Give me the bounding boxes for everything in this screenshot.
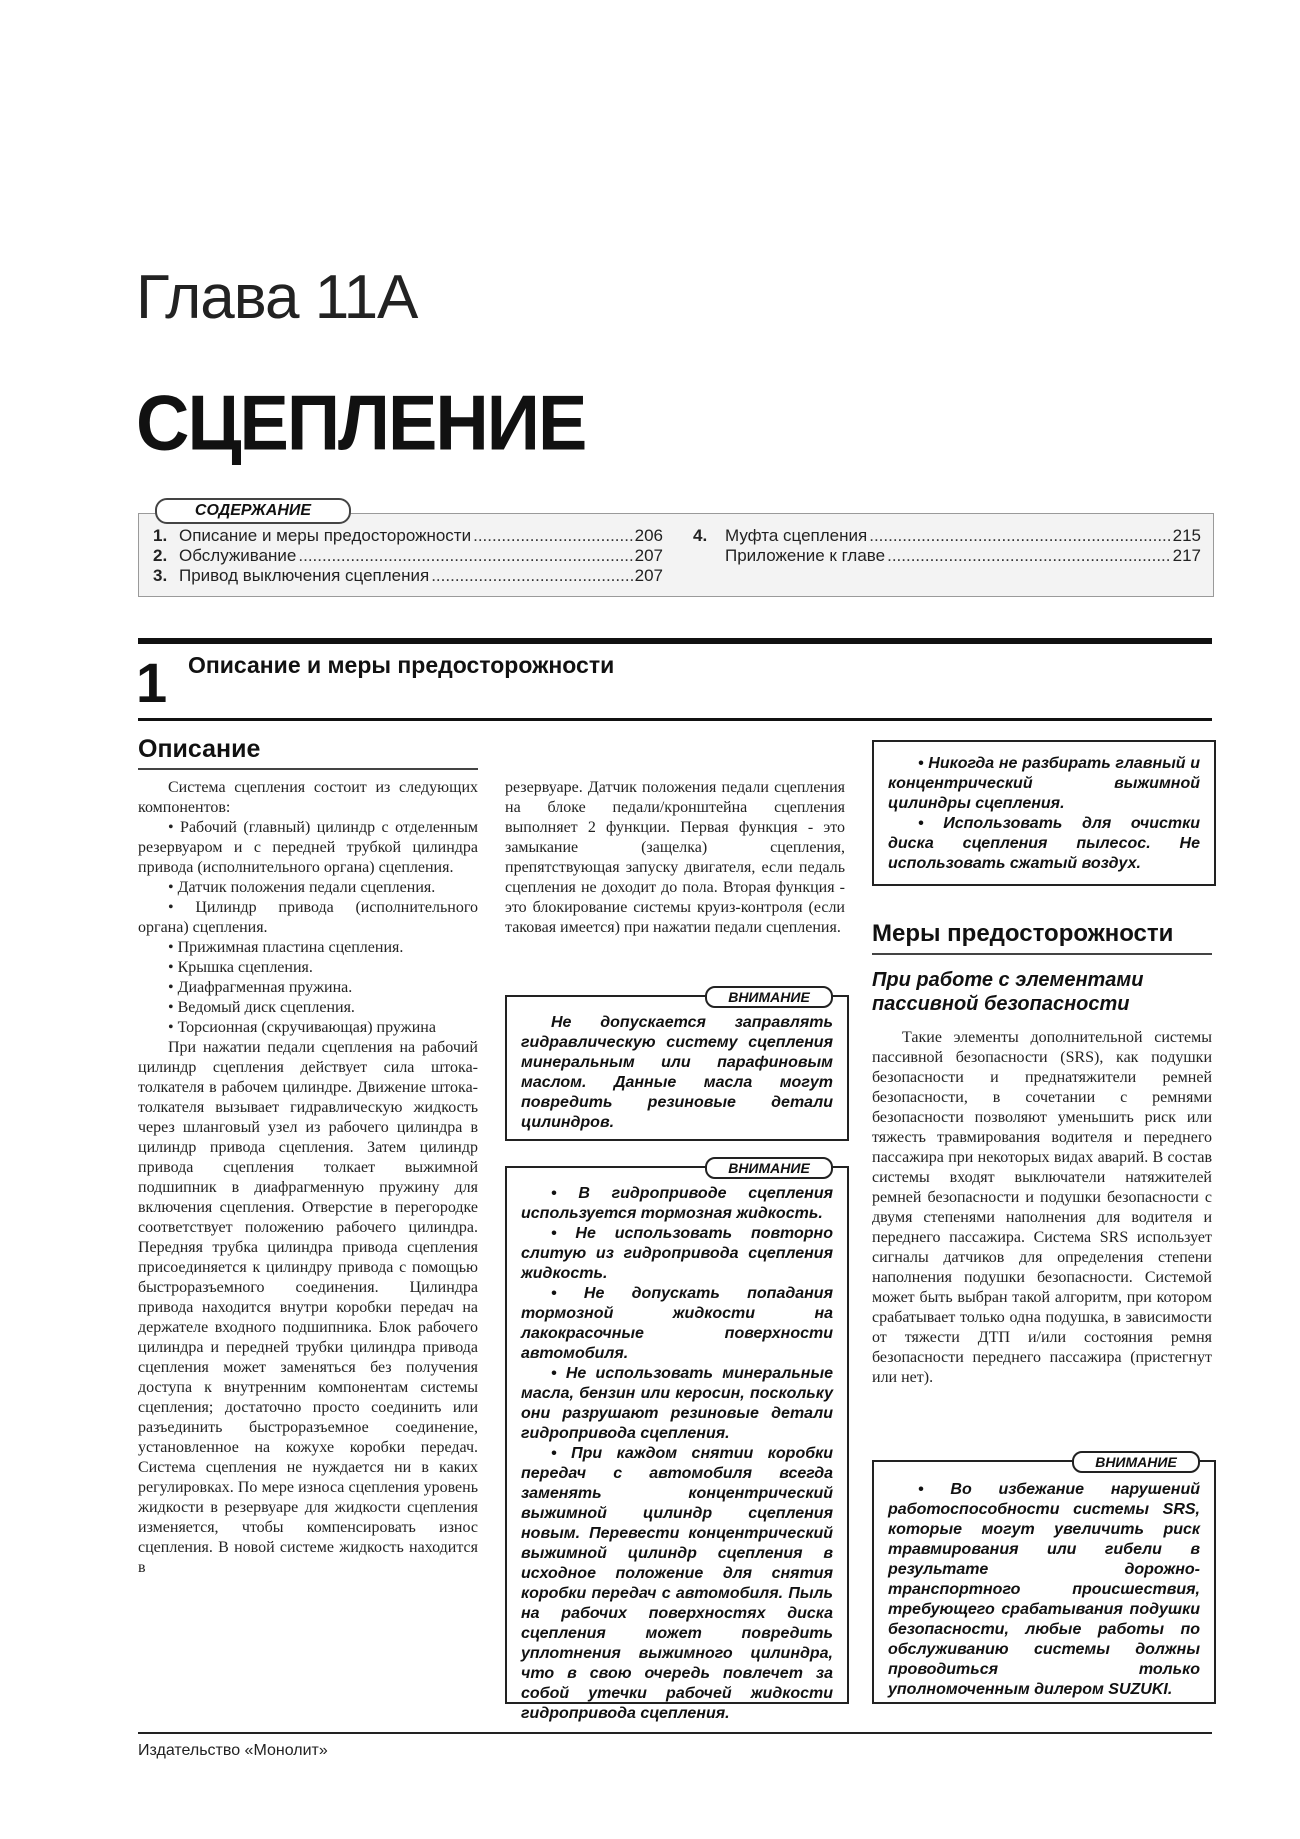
warning-box xyxy=(505,1166,849,1722)
heading-underline xyxy=(872,953,1212,955)
list-item: • Рабочий (главный) цилиндр с отделенным резервуаром и с передней трубкой цилиндра привода (исполнительного органа) сцепления. xyxy=(138,818,478,878)
warning-item: • Не использовать минеральные масла, бензин или керосин, поскольку они разрушают резиновые детали гидропривода сцепления. xyxy=(521,1364,833,1444)
toc-tab: СОДЕРЖАНИЕ xyxy=(155,498,351,524)
table-of-contents xyxy=(138,513,1214,597)
note-box xyxy=(872,740,1216,886)
toc-item[interactable]: 4. Муфта сцепления ..... 215 xyxy=(693,526,1201,546)
warning-item: • В гидроприводе сцепления используется тормозная жидкость. xyxy=(521,1184,833,1224)
description-intro: Система сцепления состоит из следующих компонентов: xyxy=(138,779,478,816)
warning-text: Не допускается заправлять гидравлическую систему сцепления минеральным или парафиновым маслом. Данные масла могут повредить резиновые детали цилиндров. xyxy=(521,1014,833,1131)
list-item: • Ведомый диск сцепления. xyxy=(138,998,478,1018)
note-item: • Никогда не разбирать главный и концентрический выжимной цилиндры сцепления. xyxy=(888,754,1200,814)
list-item: • Цилиндр привода (исполнительного органа) сцепления. xyxy=(138,898,478,938)
precautions-paragraph: Такие элементы дополнительной системы пассивной безопасности (SRS), как подушки безопасности и преднатяжители ремней безопасности, в сочетании с ремнями безопасности позволяют уменьшить риск или тяжесть травмирования водителя и переднего пассажира при некоторых видах аварий. В состав системы входят выключатели натяжителей ремней безопасности и подушки безопасности с двумя степенями наполнения для водителя и переднего пассажира. Система SRS использует сигналы датчиков для определения степени наполнения подушки безопасности. Системой может быть выбран такой алгоритм, при котором срабатывает только одна подушка, в зависимости от тяжести ДТП и/или состояния ремня безопасности переднего пассажира (пристегнут или нет). xyxy=(872,1029,1212,1386)
section-bottom-rule xyxy=(138,718,1212,721)
list-item: • Крышка сцепления. xyxy=(138,958,478,978)
warning-box xyxy=(505,995,849,1141)
precautions-text xyxy=(872,1028,1212,1388)
description-paragraph: При нажатии педали сцепления на рабочий цилиндр сцепления действует сила штока-толкателя в рабочем цилиндре. Движение штока-толкателя вызывает гидравлическую жидкость через шланговый узел из рабочего цилиндра в цилиндр привода сцепления. Затем цилиндр привода сцепления толкает выжимной подшипник в диафрагменную пружину для включения сцепления. Отверстие в перегородке соответствует положению рабочего цилиндра. Передняя трубка цилиндра привода сцепления присоединяется к цилиндру привода с помощью быстроразъемного соединения. Цилиндра привода находится внутри коробки передач на держателе входного подшипника. Блок рабочего цилиндра и передней трубки цилиндра привода сцепления может заменяться без получения доступа к внутренним компонентам системы сцепления; достаточно просто соединить или разъединить быстроразъемное соединение, установленное на кожухе коробки передач. Система сцепления не нуждается ни в каких регулировках. По мере износа сцепления уровень жидкости в резервуаре для жидкости сцепления изменяется, чтобы компенсировать износ сцепления. В новой системе жидкость находится в xyxy=(138,1039,478,1576)
section-title: Описание и меры предосторожности xyxy=(188,652,615,678)
warning-tab: ВНИМАНИЕ xyxy=(1072,1451,1200,1473)
section-number: 1 xyxy=(136,651,168,714)
footer-rule xyxy=(138,1732,1212,1734)
warning-box xyxy=(872,1460,1216,1704)
precautions-subheading: При работе с элементами пассивной безопасности xyxy=(872,969,1144,1015)
note-item: • Использовать для очистки диска сцепления пылесос. Не использовать сжатый воздух. xyxy=(888,814,1200,874)
warning-item: • Не допускать попадания тормозной жидкости на лакокрасочные поверхности автомобиля. xyxy=(521,1284,833,1364)
components-list xyxy=(138,818,478,1038)
warning-tab: ВНИМАНИЕ xyxy=(705,986,833,1008)
warning-item: • При каждом снятии коробки передач с автомобиля всегда заменять концентрический выжимной цилиндр сцепления новым. Перевести концентрический выжимной цилиндр сцепления в исходное положение для снятия коробки передач с автомобиля. Пыль на рабочих поверхностях диска сцепления может повредить уплотнения выжимного цилиндра, что в свою очередь повлечет за собой утечки рабочей жидкости гидропривода сцепления. xyxy=(521,1444,833,1724)
chapter-label: Глава 11А xyxy=(136,263,418,332)
footer-publisher: Издательство «Монолит» xyxy=(138,1742,328,1759)
toc-item[interactable]: Приложение к главе ..... 217 xyxy=(725,546,1201,566)
heading-underline xyxy=(138,768,478,770)
page-title: СЦЕПЛЕНИЕ xyxy=(136,378,586,467)
toc-item[interactable]: 2. Обслуживание ..... 207 xyxy=(153,546,663,566)
description-column-2 xyxy=(505,778,845,938)
list-item: • Датчик положения педали сцепления. xyxy=(138,878,478,898)
warning-tab: ВНИМАНИЕ xyxy=(705,1157,833,1179)
warning-item: • Не использовать повторно слитую из гидропривода сцепления жидкость. xyxy=(521,1224,833,1284)
description-heading: Описание xyxy=(138,735,261,763)
warning-text: • Во избежание нарушений работоспособности системы SRS, которые могут увеличить риск травмирования или гибели в результате дорожно-транспортного происшествия, требующего срабатывания подушки безопасности, любые работы по обслуживанию системы должны проводиться только уполномоченным дилером SUZUKI. xyxy=(888,1480,1200,1700)
list-item: • Прижимная пластина сцепления. xyxy=(138,938,478,958)
description-column-1 xyxy=(138,778,478,1578)
toc-item[interactable]: 3. Привод выключения сцепления ..... 207 xyxy=(153,566,663,586)
description-paragraph-cont: резервуаре. Датчик положения педали сцепления на блоке педали/кронштейна сцепления выполняет 2 функции. Первая функция - это замыкание (защелка) сцепления, препятствующая запуску двигателя, если педаль сцепления не доходит до пола. Вторая функция - это блокирование системы круиз-контроля (если таковая имеется) при нажатии педали сцепления. xyxy=(505,779,845,936)
precautions-heading: Меры предосторожности xyxy=(872,920,1174,947)
section-top-rule xyxy=(138,638,1212,644)
list-item: • Торсионная (скручивающая) пружина xyxy=(138,1018,478,1038)
toc-item[interactable]: 1. Описание и меры предосторожности ..... 206 xyxy=(153,526,663,546)
list-item: • Диафрагменная пружина. xyxy=(138,978,478,998)
